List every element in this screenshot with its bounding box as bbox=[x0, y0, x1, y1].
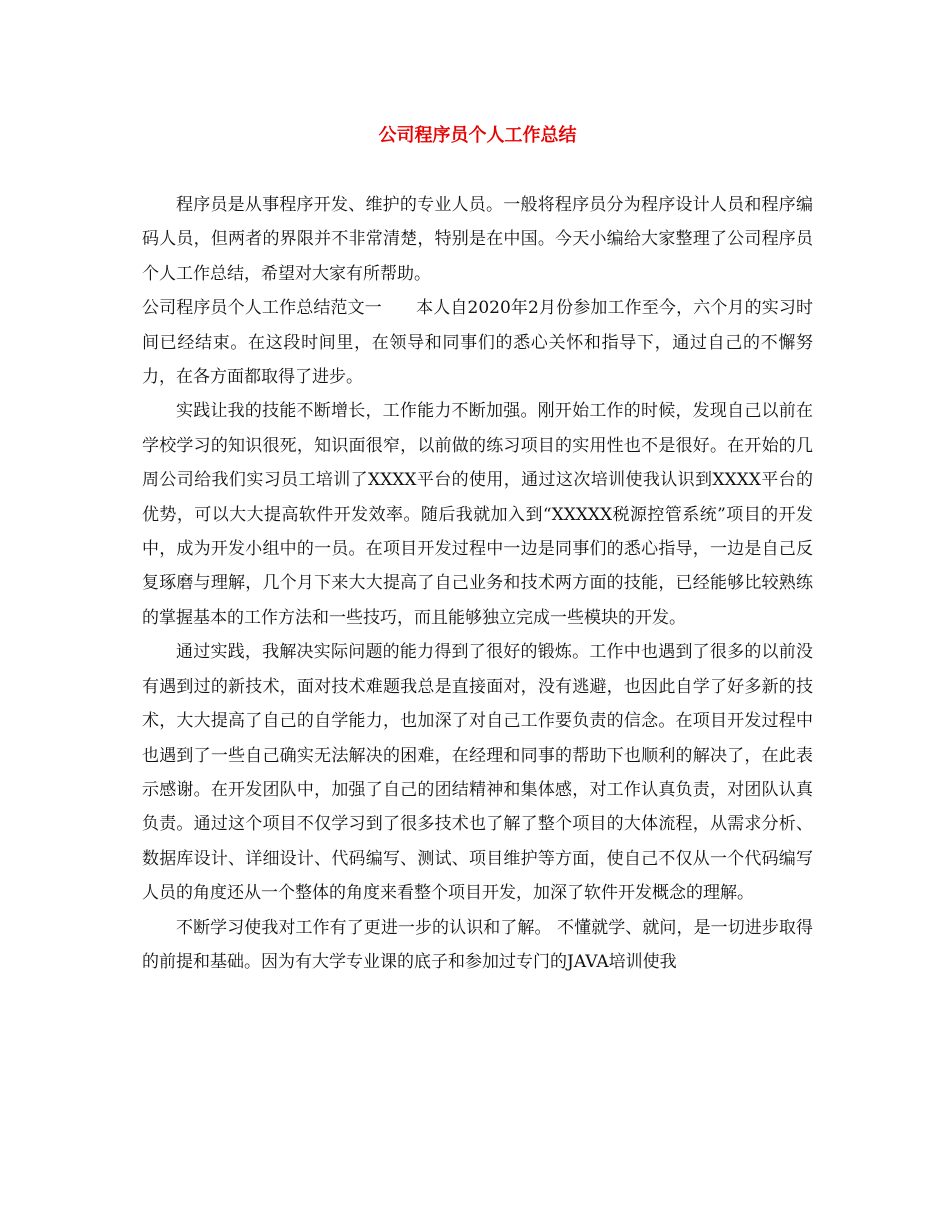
paragraph-practice: 实践让我的技能不断增长，工作能力不断加强。刚开始工作的时候，发现自己以前在学校学习的知识很死，知识面很窄，以前做的练习项目的实用性也不是很好。在开始的几周公司给我们实习员工培训了XXXX平台的使用，通过这次培训使我认识到XXXX平台的优势，可以大大提高软件开发效率。随后我就加入到“XXXXX税源控管系统”项目的开发中，成为开发小组中的一员。在项目开发过程中一边是同事们的悉心指导，一边是自己反复琢磨与理解，几个月下来大大提高了自己业务和技术两方面的技能，已经能够比较熟练的掌握基本的工作方法和一些技巧，而且能够独立完成一些模块的开发。 bbox=[142, 401, 813, 628]
paragraph-sample-one: 公司程序员个人工作总结范文一 本人自2020年2月份参加工作至今，六个月的实习时间已经结束。在这段时间里，在领导和同事们的悉心关怀和指导下，通过自己的不懈努力，在各方面都取得了进步。 bbox=[142, 298, 813, 388]
paragraph-learning: 不断学习使我对工作有了更进一步的认识和了解。 不懂就学、就问，是一切进步取得的前提和基础。因为有大学专业课的底子和参加过专门的JAVA培训使我 bbox=[142, 917, 813, 972]
document-title: 公司程序员个人工作总结 bbox=[378, 125, 577, 146]
paragraph-intro: 程序员是从事程序开发、维护的专业人员。一般将程序员分为程序设计人员和程序编码人员，但两者的界限并不非常清楚，特别是在中国。今天小编给大家整理了公司程序员个人工作总结，希望对大家有所帮助。 bbox=[142, 195, 813, 284]
document-page bbox=[142, 118, 813, 979]
paragraph-problem-solving: 通过实践，我解决实际问题的能力得到了很好的锻炼。工作中也遇到了很多的以前没有遇到过的新技术，面对技术难题我总是直接面对，没有逃避，也因此自学了好多新的技术，大大提高了自己的自学能力，也加深了对自己工作要负责的信念。在项目开发过程中也遇到了一些自己确实无法解决的困难，在经理和同事的帮助下也顺利的解决了，在此表示感谢。在开发团队中，加强了自己的团结精神和集体感，对工作认真负责，对团队认真负责。通过这个项目不仅学习到了很多技术也了解了整个项目的大体流程，从需求分析、数据库设计、详细设计、代码编写、测试、项目维护等方面，使自己不仅从一个代码编写人员的角度还从一个整体的角度来看整个项目开发，加深了软件开发概念的理解。 bbox=[142, 642, 813, 904]
